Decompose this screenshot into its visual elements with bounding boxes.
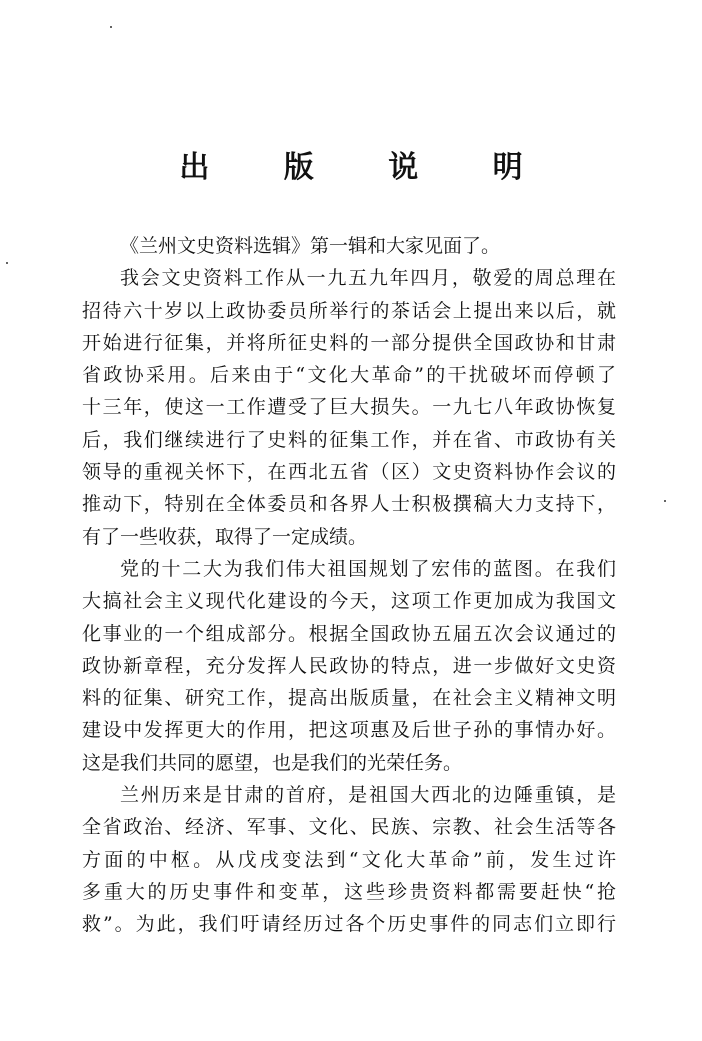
text-line: 推动下，特别在全体委员和各界人士积极撰稿大力支持下， — [82, 493, 616, 516]
text-line: 我会文史资料工作从一九五九年四月，敬爱的周总理在 — [120, 267, 616, 290]
text-line: 多重大的历史事件和变革，这些珍贵资料都需要赶快“抢 — [82, 880, 616, 903]
text-line: 有了一些收获，取得了一定成绩。 — [82, 525, 368, 548]
text-line: 大搞社会主义现代化建设的今天，这项工作更加成为我国文 — [82, 590, 616, 613]
scan-speck — [110, 26, 112, 28]
scan-speck — [6, 262, 8, 264]
text-line: 《兰州文史资料选辑》第一辑和大家见面了。 — [120, 235, 501, 257]
text-line: 这是我们共同的愿望，也是我们的光荣任务。 — [82, 751, 463, 774]
text-line: 救”。为此，我们吁请经历过各个历史事件的同志们立即行 — [82, 913, 616, 936]
text-line: 十三年，使这一工作遭受了巨大损失。一九七八年政协恢复 — [82, 396, 616, 419]
text-line: 全省政治、经济、军事、文化、民族、宗教、社会生活等各 — [82, 816, 616, 839]
body-text — [82, 230, 616, 941]
page-title: 出 版 说 明 — [179, 150, 555, 185]
text-line: 领导的重视关怀下，在西北五省（区）文史资料协作会议的 — [82, 461, 616, 484]
text-line: 兰州历来是甘肃的首府，是祖国大西北的边陲重镇，是 — [120, 784, 616, 807]
text-line: 省政协采用。后来由于“文化大革命”的干扰破坏而停顿了 — [82, 364, 616, 387]
scan-speck — [664, 500, 666, 502]
text-line: 开始进行征集，并将所征史料的一部分提供全国政协和甘肃 — [82, 331, 616, 354]
text-line: 化事业的一个组成部分。根据全国政协五届五次会议通过的 — [82, 622, 616, 645]
text-line: 方面的中枢。从戊戌变法到“文化大革命”前，发生过许 — [82, 848, 616, 871]
text-line: 政协新章程，充分发挥人民政协的特点，进一步做好文史资 — [82, 654, 616, 677]
text-line: 后，我们继续进行了史料的征集工作，并在省、市政协有关 — [82, 428, 616, 451]
text-line: 党的十二大为我们伟大祖国规划了宏伟的蓝图。在我们 — [120, 557, 616, 580]
text-line: 招待六十岁以上政协委员所举行的茶话会上提出来以后，就 — [82, 299, 616, 322]
text-line: 建设中发挥更大的作用，把这项惠及后世子孙的事情办好。 — [82, 719, 616, 742]
text-line: 料的征集、研究工作，提高出版质量，在社会主义精神文明 — [82, 687, 616, 710]
